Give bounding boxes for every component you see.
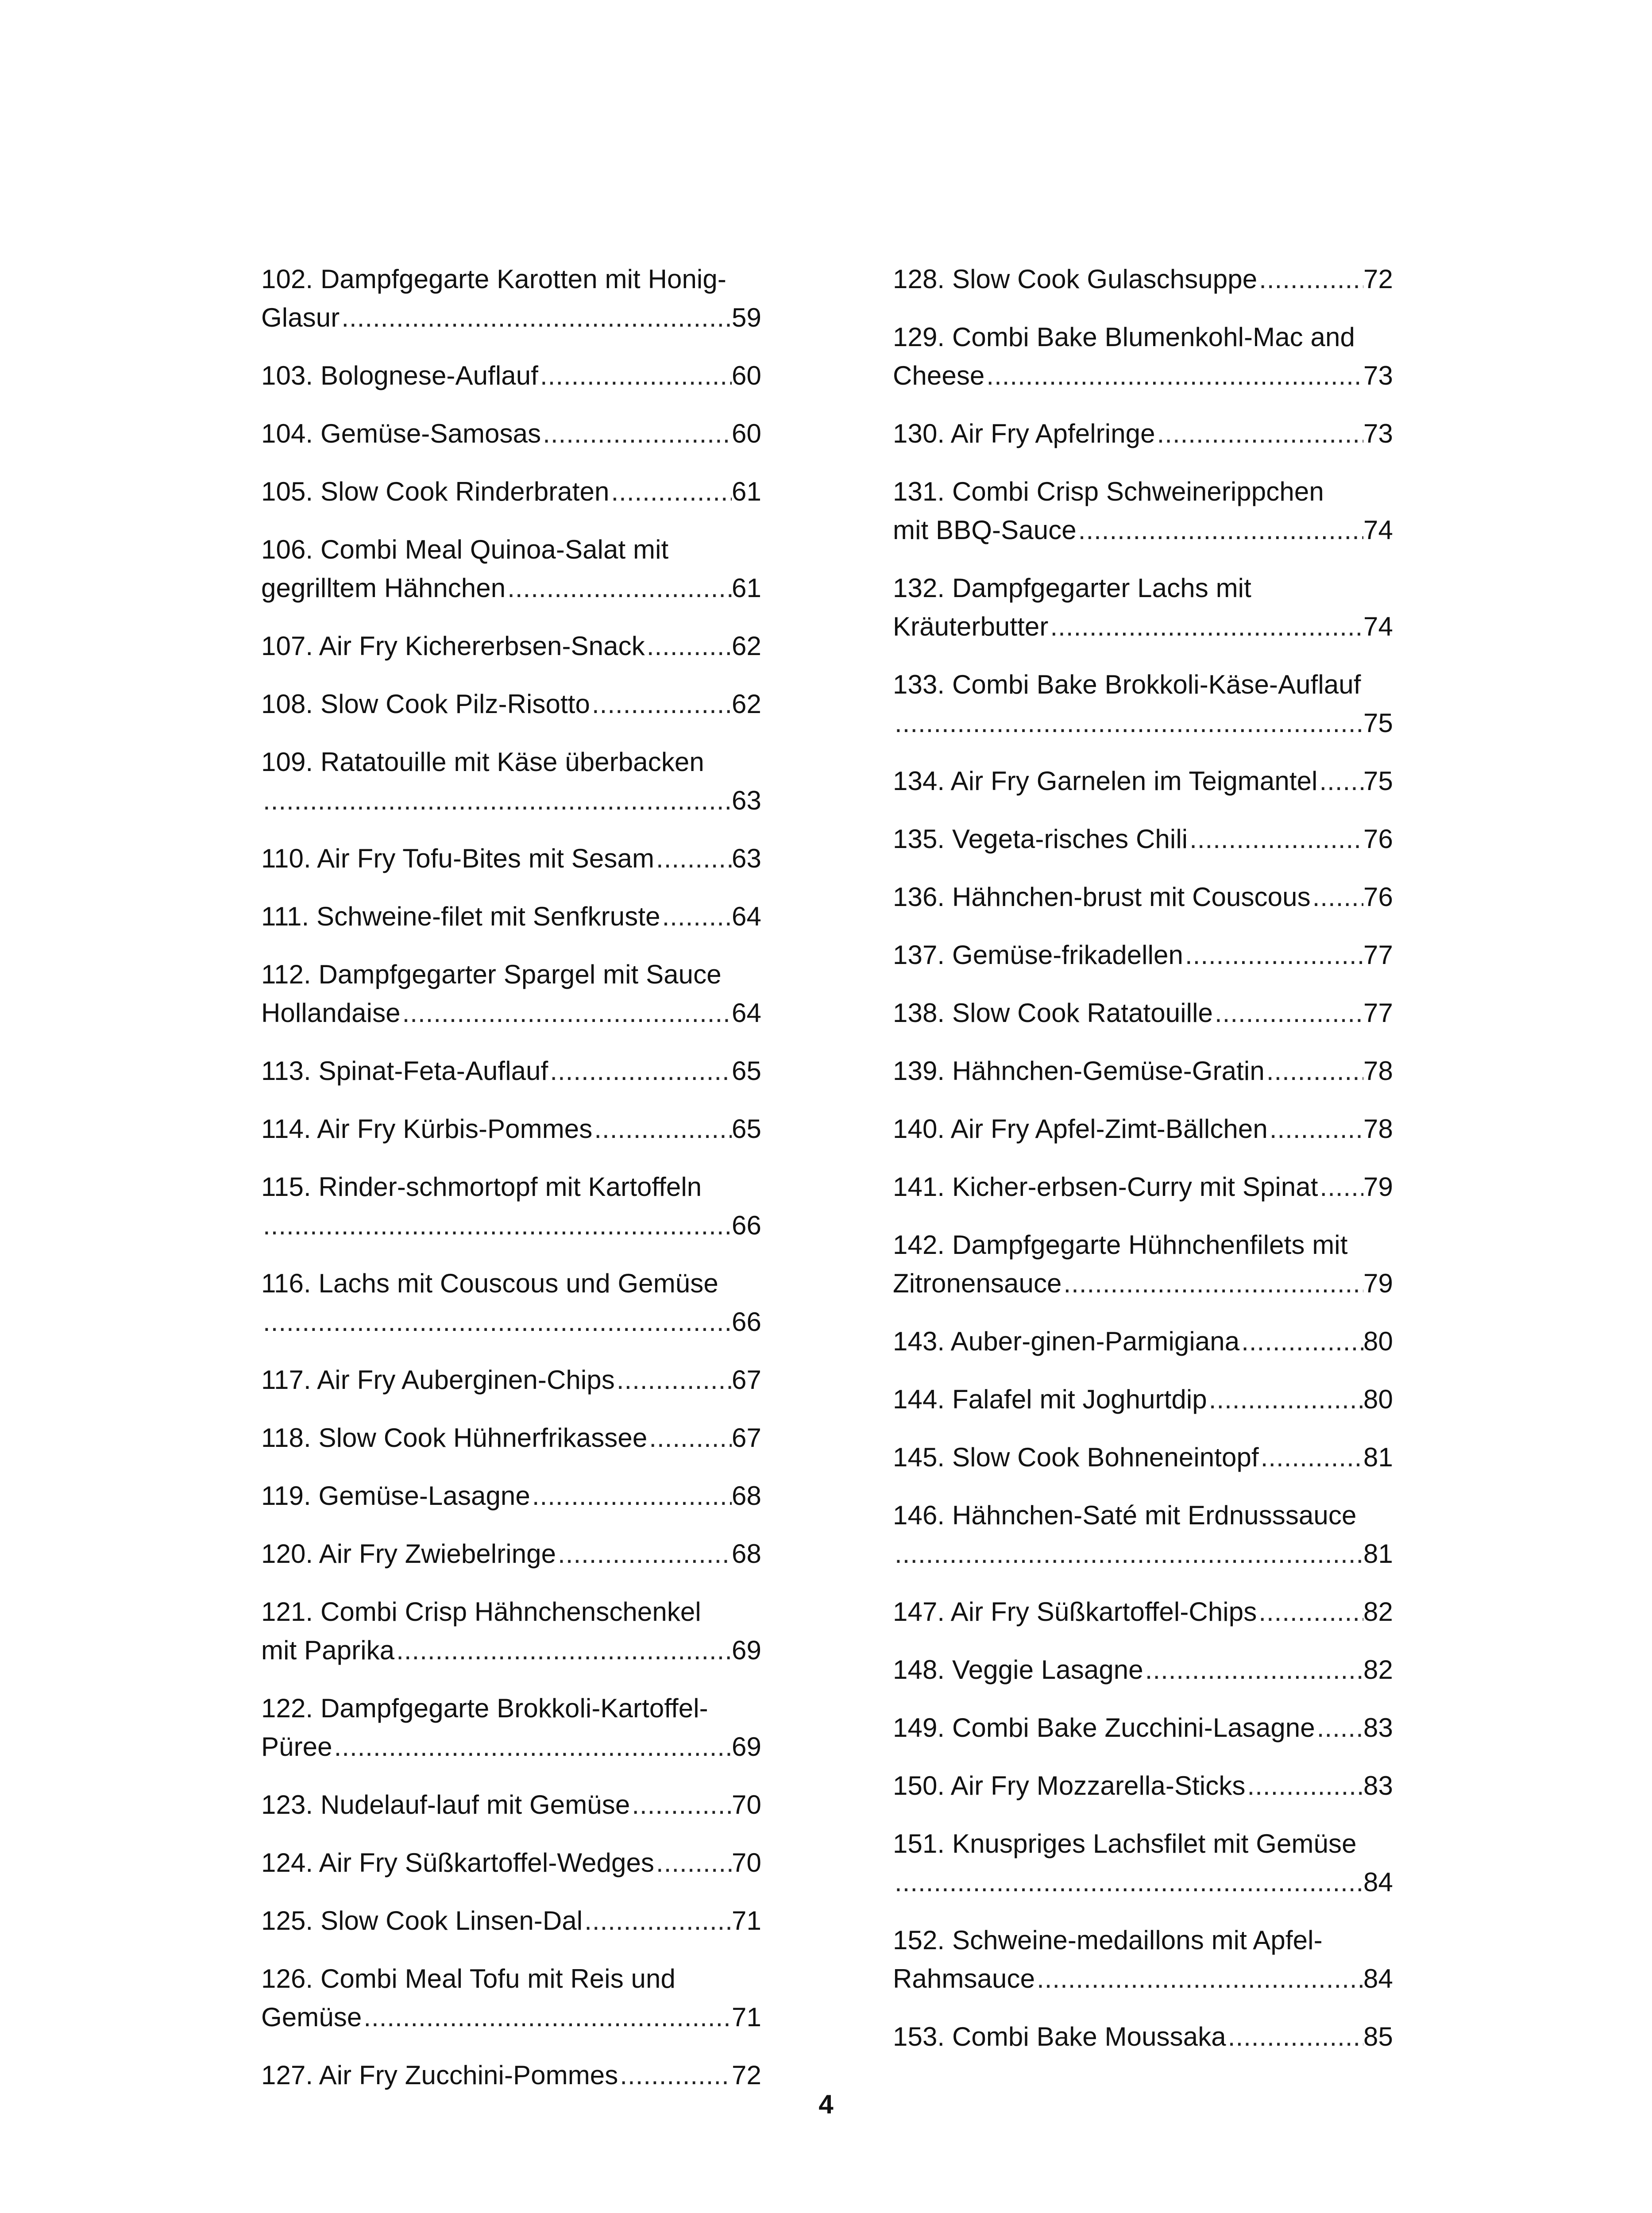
toc-entry-label: 128. Slow Cook Gulaschsuppe <box>893 264 1258 294</box>
dot-leader <box>583 1901 732 1940</box>
toc-entry[interactable] <box>261 1264 761 1341</box>
toc-entry-page: 83 <box>1363 1713 1393 1743</box>
toc-entry[interactable] <box>893 1496 1393 1573</box>
dot-leader <box>1265 1052 1363 1090</box>
toc-entry-label: 127. Air Fry Zucchini-Pommes <box>261 2060 618 2090</box>
toc-entry-page: 68 <box>732 1539 761 1569</box>
toc-entry[interactable] <box>261 1361 761 1399</box>
toc-entry-line <box>261 1361 761 1399</box>
toc-entry-title: 132. Dampfgegarter Lachs mit <box>893 573 1251 603</box>
toc-entry[interactable] <box>261 627 761 665</box>
toc-entry[interactable] <box>893 2017 1393 2056</box>
toc-entry-page: 62 <box>732 631 761 661</box>
toc-entry-line <box>893 260 1393 298</box>
toc-entry[interactable] <box>261 1534 761 1573</box>
toc-entry-line <box>893 1708 1393 1747</box>
toc-entry-line <box>893 1863 1393 1901</box>
toc-entry-page: 81 <box>1363 1442 1393 1472</box>
toc-entry-page: 72 <box>1363 264 1393 294</box>
toc-entry-page: 80 <box>1363 1384 1393 1414</box>
toc-entry-label: Hollandaise <box>261 998 401 1028</box>
toc-entry[interactable] <box>261 472 761 511</box>
toc-entry-line <box>261 1785 761 1824</box>
toc-entry-label: 153. Combi Bake Moussaka <box>893 2022 1226 2051</box>
toc-entry-line <box>261 1052 761 1090</box>
toc-entry[interactable] <box>893 1592 1393 1631</box>
toc-column-left <box>261 260 761 2114</box>
toc-entry-label: 110. Air Fry Tofu-Bites mit Sesam <box>261 844 655 873</box>
toc-entry-title: 102. Dampfgegarte Karotten mit Honig- <box>261 264 726 294</box>
toc-entry-line <box>893 704 1393 742</box>
dot-leader <box>1239 1322 1363 1361</box>
toc-entry-page: 61 <box>732 573 761 603</box>
dot-leader <box>645 627 732 665</box>
toc-entry-page: 71 <box>732 2002 761 2032</box>
toc-entry-line <box>261 1477 761 1515</box>
toc-entry-page: 69 <box>732 1635 761 1665</box>
toc-entry-title: 122. Dampfgegarte Brokkoli-Kartoffel- <box>261 1693 708 1723</box>
toc-entry-label: Cheese <box>893 361 985 390</box>
toc-entry[interactable] <box>261 1592 761 1669</box>
toc-entry-page: 82 <box>1363 1597 1393 1627</box>
toc-entry-label: 117. Air Fry Auberginen-Chips <box>261 1365 615 1395</box>
toc-entry-line <box>261 1419 761 1457</box>
toc-entry[interactable] <box>893 1708 1393 1747</box>
dot-leader <box>654 1843 732 1882</box>
toc-entry-label: 147. Air Fry Süßkartoffel-Chips <box>893 1597 1257 1627</box>
toc-entry-title: 133. Combi Bake Brokkoli-Käse-Auflauf <box>893 670 1361 699</box>
toc-entry-label: gegrilltem Hähnchen <box>261 573 506 603</box>
toc-entry[interactable] <box>261 1110 761 1148</box>
toc-entry-page: 73 <box>1363 419 1393 448</box>
dot-leader <box>618 2056 732 2094</box>
dot-leader <box>548 1052 732 1090</box>
dot-leader <box>1183 936 1363 974</box>
toc-entry-label: Kräuterbutter <box>893 612 1049 641</box>
toc-entry-line <box>261 627 761 665</box>
toc-entry-label: 108. Slow Cook Pilz-Risotto <box>261 689 591 719</box>
toc-entry-label: 123. Nudelauf-lauf mit Gemüse <box>261 1790 630 1820</box>
dot-leader <box>893 1863 1363 1901</box>
toc-entry[interactable] <box>261 1477 761 1515</box>
toc-entry[interactable] <box>261 897 761 936</box>
toc-entry-page: 59 <box>732 303 761 332</box>
toc-entry[interactable] <box>893 1824 1393 1901</box>
toc-entry[interactable] <box>893 820 1393 858</box>
toc-entry-page: 85 <box>1363 2022 1393 2051</box>
toc-entry-title: 131. Combi Crisp Schweinerippchen <box>893 477 1324 506</box>
toc-entry-line <box>893 1438 1393 1477</box>
toc-entry-line <box>893 762 1393 800</box>
toc-entry-line <box>893 1264 1393 1303</box>
dot-leader <box>893 1534 1363 1573</box>
toc-entry-label: 140. Air Fry Apfel-Zimt-Bällchen <box>893 1114 1268 1144</box>
toc-entry-title: 152. Schweine-medaillons mit Apfel- <box>893 1925 1323 1955</box>
toc-entry-line <box>261 298 761 337</box>
toc-entry-label: 136. Hähnchen-brust mit Couscous <box>893 882 1311 912</box>
toc-entry-title: 129. Combi Bake Blumenkohl-Mac and <box>893 322 1355 352</box>
dot-leader <box>609 472 732 511</box>
toc-entry-page: 79 <box>1363 1172 1393 1202</box>
toc-entry[interactable] <box>893 1226 1393 1303</box>
toc-entry-line <box>261 414 761 453</box>
toc-entry-title: 146. Hähnchen-Saté mit Erdnusssauce <box>893 1500 1357 1530</box>
toc-entry-line <box>893 1110 1393 1148</box>
dot-leader <box>984 356 1363 395</box>
toc-entry-page: 77 <box>1363 998 1393 1028</box>
toc-entry-page: 77 <box>1363 940 1393 970</box>
dot-leader <box>1049 607 1364 646</box>
toc-entry-line <box>893 1534 1393 1573</box>
toc-entry[interactable] <box>261 414 761 453</box>
toc-entry-label: Gemüse <box>261 2002 362 2032</box>
toc-entry-label: 135. Vegeta-risches Chili <box>893 824 1188 854</box>
toc-entry[interactable] <box>261 1901 761 1940</box>
toc-entry-label: 134. Air Fry Garnelen im Teigmantel <box>893 766 1318 796</box>
toc-entry-label: 130. Air Fry Apfelringe <box>893 419 1155 448</box>
dot-leader <box>530 1477 732 1515</box>
toc-entry[interactable] <box>261 839 761 878</box>
toc-entry-label: 105. Slow Cook Rinderbraten <box>261 477 610 506</box>
dot-leader <box>1035 1959 1363 1998</box>
toc-entry[interactable] <box>893 878 1393 916</box>
dot-leader <box>654 839 732 878</box>
toc-entry[interactable] <box>261 260 761 337</box>
toc-entry-page: 67 <box>732 1423 761 1453</box>
toc-entry-label: 103. Bolognese-Auflauf <box>261 361 538 390</box>
toc-entry[interactable] <box>261 1785 761 1824</box>
toc-entry[interactable] <box>261 2056 761 2094</box>
toc-entry-page: 69 <box>732 1732 761 1762</box>
dot-leader <box>647 1419 732 1457</box>
toc-entry-line <box>261 1901 761 1940</box>
dot-leader <box>1155 414 1363 453</box>
toc-entry-page: 67 <box>732 1365 761 1395</box>
toc-entry-line <box>893 356 1393 395</box>
toc-entry[interactable] <box>261 1052 761 1090</box>
toc-entry[interactable] <box>261 1419 761 1457</box>
toc-entry-line <box>261 839 761 878</box>
toc-entry[interactable] <box>261 1689 761 1766</box>
toc-entry-page: 60 <box>732 361 761 390</box>
dot-leader <box>1268 1110 1363 1148</box>
toc-entry-line <box>893 1959 1393 1998</box>
page-number: 4 <box>818 2090 834 2119</box>
toc-entry[interactable] <box>893 762 1393 800</box>
toc-entry-label: 113. Spinat-Feta-Auflauf <box>261 1056 548 1086</box>
dot-leader <box>394 1631 732 1669</box>
dot-leader <box>1226 2017 1363 2056</box>
toc-entry[interactable] <box>893 569 1393 646</box>
toc-entry-line <box>261 1303 761 1341</box>
toc-entry-title: 115. Rinder-schmortopf mit Kartoffeln <box>261 1172 702 1202</box>
dot-leader <box>1257 1592 1363 1631</box>
dot-leader <box>506 569 732 607</box>
dot-leader <box>592 1110 732 1148</box>
dot-leader <box>615 1361 732 1399</box>
toc-entry-line <box>893 1650 1393 1689</box>
toc-entry-label: 137. Gemüse-frikadellen <box>893 940 1183 970</box>
toc-entry-label: 141. Kicher-erbsen-Curry mit Spinat <box>893 1172 1318 1202</box>
toc-entry[interactable] <box>893 665 1393 742</box>
dot-leader <box>401 994 732 1032</box>
dot-leader <box>1315 1708 1363 1747</box>
toc-entry[interactable] <box>261 1843 761 1882</box>
toc-entry-label: 148. Veggie Lasagne <box>893 1655 1143 1685</box>
dot-leader <box>1311 878 1363 916</box>
toc-entry-page: 83 <box>1363 1771 1393 1800</box>
toc-entry[interactable] <box>893 414 1393 453</box>
dot-leader <box>893 704 1363 742</box>
toc-entry-label: 144. Falafel mit Joghurtdip <box>893 1384 1207 1414</box>
toc-entry-title: 112. Dampfgegarter Spargel mit Sauce <box>261 960 722 989</box>
toc-entry[interactable] <box>261 530 761 607</box>
toc-entry-line <box>893 511 1393 549</box>
toc-entry-page: 75 <box>1363 708 1393 738</box>
toc-entry-page: 64 <box>732 998 761 1028</box>
dot-leader <box>630 1785 732 1824</box>
toc-entry[interactable] <box>893 994 1393 1032</box>
toc-entry-line <box>261 1206 761 1245</box>
toc-entry-title: 142. Dampfgegarte Hühnchenfilets mit <box>893 1230 1348 1260</box>
dot-leader <box>541 414 732 453</box>
dot-leader <box>590 685 732 723</box>
toc-entry-page: 66 <box>732 1211 761 1240</box>
toc-entry-page: 71 <box>732 1906 761 1935</box>
toc-entry-page: 78 <box>1363 1114 1393 1144</box>
toc-entry[interactable] <box>893 1168 1393 1206</box>
toc-entry-line <box>893 1322 1393 1361</box>
toc-entry-label: 149. Combi Bake Zucchini-Lasagne <box>893 1713 1315 1743</box>
toc-entry[interactable] <box>893 1438 1393 1477</box>
toc-entry-title: 151. Knuspriges Lachsfilet mit Gemüse <box>893 1829 1357 1858</box>
toc-entry-page: 84 <box>1363 1964 1393 1993</box>
toc-entry[interactable] <box>893 1380 1393 1419</box>
toc-entry-line <box>261 472 761 511</box>
toc-entry-page: 70 <box>732 1790 761 1820</box>
toc-entry-label: 104. Gemüse-Samosas <box>261 419 541 448</box>
toc-entry-line <box>893 994 1393 1032</box>
dot-leader <box>1062 1264 1364 1303</box>
toc-entry-page: 81 <box>1363 1539 1393 1569</box>
toc-entry-line <box>893 607 1393 646</box>
toc-entry-page: 68 <box>732 1481 761 1511</box>
dot-leader <box>1143 1650 1363 1689</box>
toc-entry-line <box>261 569 761 607</box>
toc-entry-label: 124. Air Fry Süßkartoffel-Wedges <box>261 1848 655 1878</box>
toc-entry-line <box>261 356 761 395</box>
toc-entry-page: 72 <box>732 2060 761 2090</box>
toc-entry-page: 79 <box>1363 1268 1393 1298</box>
toc-entry-title: 106. Combi Meal Quinoa-Salat mit <box>261 535 669 564</box>
toc-entry-line <box>261 2056 761 2094</box>
dot-leader <box>1259 1438 1363 1477</box>
toc-entry-page: 74 <box>1363 515 1393 545</box>
toc-entry-label: Glasur <box>261 303 340 332</box>
dot-leader <box>1318 1168 1364 1206</box>
toc-entry-title: 116. Lachs mit Couscous und Gemüse <box>261 1268 718 1298</box>
toc-entry-label: 120. Air Fry Zwiebelringe <box>261 1539 556 1569</box>
toc-entry-line <box>261 1843 761 1882</box>
toc-entry-label: Püree <box>261 1732 332 1762</box>
toc-entry-page: 76 <box>1363 882 1393 912</box>
toc-entry-line <box>893 1380 1393 1419</box>
toc-entry-line <box>893 1052 1393 1090</box>
toc-entry-label: 125. Slow Cook Linsen-Dal <box>261 1906 583 1935</box>
toc-entry-line <box>261 685 761 723</box>
toc-entry-page: 65 <box>732 1114 761 1144</box>
toc-entry-label: 138. Slow Cook Ratatouille <box>893 998 1213 1028</box>
toc-entry[interactable] <box>261 356 761 395</box>
toc-entry-line <box>261 1727 761 1766</box>
toc-entry[interactable] <box>893 1766 1393 1805</box>
toc-entry-page: 63 <box>732 786 761 815</box>
dot-leader <box>261 1303 732 1341</box>
toc-entry[interactable] <box>261 685 761 723</box>
toc-entry-page: 84 <box>1363 1867 1393 1897</box>
toc-entry[interactable] <box>261 743 761 820</box>
toc-entry-line <box>893 2017 1393 2056</box>
dot-leader <box>1246 1766 1364 1805</box>
toc-entry-page: 60 <box>732 419 761 448</box>
dot-leader <box>1213 994 1363 1032</box>
toc-entry[interactable] <box>893 936 1393 974</box>
toc-entry-line <box>893 414 1393 453</box>
toc-entry-line <box>261 994 761 1032</box>
dot-leader <box>1318 762 1364 800</box>
dot-leader <box>340 298 732 337</box>
toc-entry-page: 66 <box>732 1307 761 1337</box>
toc-entry-line <box>893 1592 1393 1631</box>
toc-entry-line <box>893 820 1393 858</box>
toc-entry-label: Rahmsauce <box>893 1964 1035 1993</box>
toc-entry[interactable] <box>893 1110 1393 1148</box>
toc-entry-label: 145. Slow Cook Bohneneintopf <box>893 1442 1259 1472</box>
toc-entry[interactable] <box>261 1168 761 1245</box>
toc-entry-page: 63 <box>732 844 761 873</box>
toc-entry-page: 61 <box>732 477 761 506</box>
toc-entry-label: 119. Gemüse-Lasagne <box>261 1481 530 1511</box>
toc-entry-page: 70 <box>732 1848 761 1878</box>
toc-entry-page: 82 <box>1363 1655 1393 1685</box>
toc-entry-title: 126. Combi Meal Tofu mit Reis und <box>261 1964 675 1993</box>
toc-entry[interactable] <box>261 1959 761 2036</box>
toc-entry-label: 111. Schweine-filet mit Senfkruste <box>261 902 660 931</box>
toc-entry-label: 107. Air Fry Kichererbsen-Snack <box>261 631 645 661</box>
toc-entry-label: 150. Air Fry Mozzarella-Sticks <box>893 1771 1246 1800</box>
toc-entry-line <box>261 1998 761 2036</box>
toc-entry-line <box>261 897 761 936</box>
toc-entry-label: 143. Auber-ginen-Parmigiana <box>893 1326 1240 1356</box>
toc-entry-page: 75 <box>1363 766 1393 796</box>
toc-entry-line <box>261 1631 761 1669</box>
dot-leader <box>362 1998 732 2036</box>
toc-entry-label: Zitronensauce <box>893 1268 1062 1298</box>
toc-entry-line <box>261 1534 761 1573</box>
toc-entry-label: 139. Hähnchen-Gemüse-Gratin <box>893 1056 1265 1086</box>
dot-leader <box>261 1206 732 1245</box>
toc-entry-page: 80 <box>1363 1326 1393 1356</box>
toc-entry-line <box>893 1766 1393 1805</box>
toc-entry-title: 121. Combi Crisp Hähnchenschenkel <box>261 1597 701 1627</box>
toc-entry[interactable] <box>893 1921 1393 1998</box>
toc-entry-page: 74 <box>1363 612 1393 641</box>
toc-entry-page: 62 <box>732 689 761 719</box>
toc-entry-line <box>893 878 1393 916</box>
toc-entry-page: 65 <box>732 1056 761 1086</box>
toc-entry-line <box>261 1110 761 1148</box>
toc-entry[interactable] <box>893 260 1393 298</box>
toc-entry-page: 73 <box>1363 361 1393 390</box>
toc-entry-page: 64 <box>732 902 761 931</box>
toc-entry[interactable] <box>893 472 1393 549</box>
dot-leader <box>660 897 732 936</box>
dot-leader <box>1207 1380 1363 1419</box>
dot-leader <box>332 1727 732 1766</box>
toc-entry-page: 78 <box>1363 1056 1393 1086</box>
toc-entry-title: 109. Ratatouille mit Käse überbacken <box>261 747 704 777</box>
dot-leader <box>556 1534 732 1573</box>
toc-entry-line <box>893 1168 1393 1206</box>
toc-entry-line <box>893 936 1393 974</box>
dot-leader <box>1077 511 1363 549</box>
toc-column-right <box>893 260 1393 2075</box>
toc-entry[interactable] <box>893 1322 1393 1361</box>
toc-entry-label: mit BBQ-Sauce <box>893 515 1077 545</box>
toc-entry[interactable] <box>893 1650 1393 1689</box>
dot-leader <box>538 356 732 395</box>
toc-entry[interactable] <box>893 1052 1393 1090</box>
toc-entry-label: 118. Slow Cook Hühnerfrikassee <box>261 1423 648 1453</box>
dot-leader <box>1257 260 1363 298</box>
dot-leader <box>261 781 732 820</box>
toc-entry[interactable] <box>261 955 761 1032</box>
toc-entry-label: 114. Air Fry Kürbis-Pommes <box>261 1114 593 1144</box>
toc-entry-label: mit Paprika <box>261 1635 395 1665</box>
dot-leader <box>1188 820 1363 858</box>
toc-entry-line <box>261 781 761 820</box>
toc-entry[interactable] <box>893 318 1393 395</box>
toc-entry-page: 76 <box>1363 824 1393 854</box>
